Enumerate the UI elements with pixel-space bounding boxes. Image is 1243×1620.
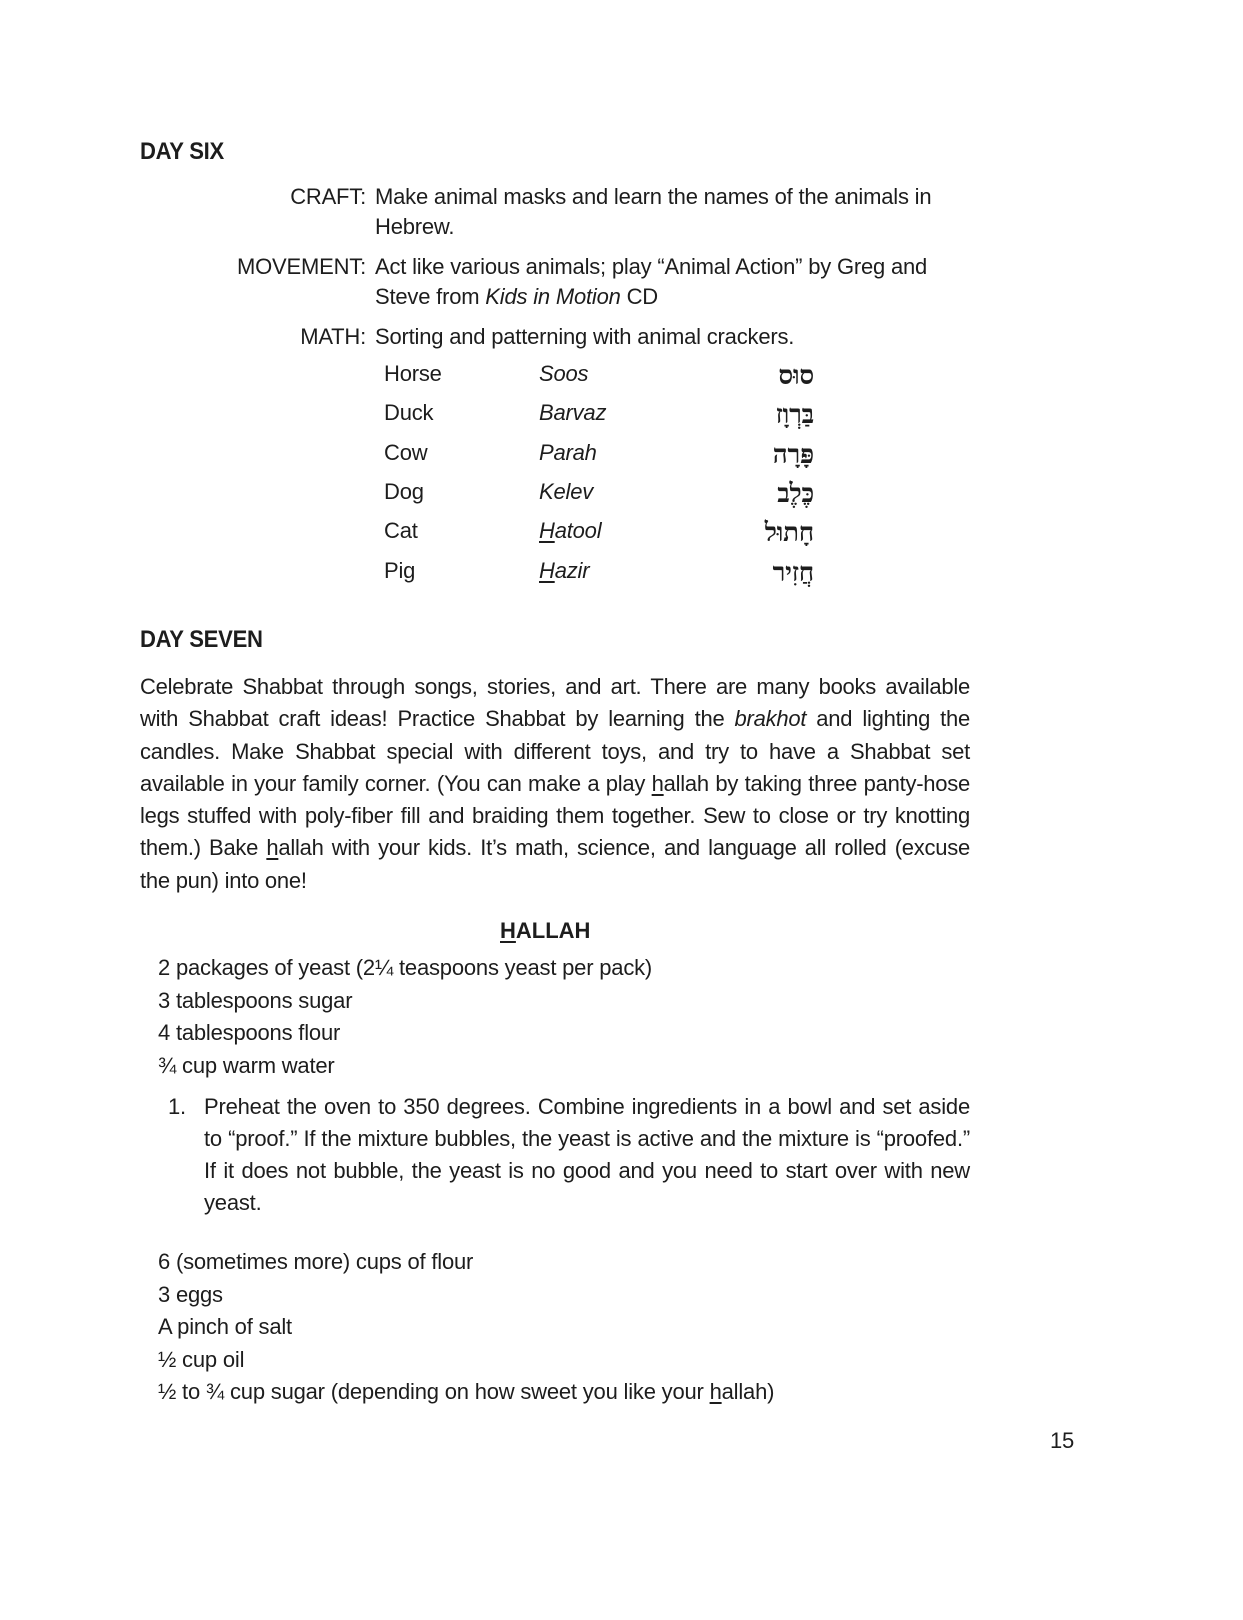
animal-row: [384, 400, 814, 430]
underlined-letter: h: [709, 1379, 722, 1404]
text-run: atool: [554, 518, 602, 544]
activity-text: [375, 252, 975, 312]
text-run: azir: [554, 557, 590, 583]
animal-english: Cow: [384, 439, 428, 465]
ingredient: 4 tablespoons flour: [158, 1020, 341, 1045]
text-run: ½ to ¾ cup sugar (depending on how sweet you like your: [158, 1379, 710, 1404]
underlined-letter: h: [266, 835, 279, 861]
text-run: allah with your kids. It’s math, science, and language all rolled (excuse the pun) into one!: [140, 835, 971, 893]
animal-row: [384, 479, 814, 509]
day-seven-heading: DAY SEVEN: [140, 626, 263, 653]
day-six-heading: DAY SIX: [140, 138, 224, 165]
day-seven-paragraph: [140, 671, 970, 897]
recipe-step-1: [158, 1091, 970, 1219]
activity-label: MATH:: [300, 324, 366, 349]
ingredient: 3 tablespoons sugar: [158, 987, 353, 1013]
ingredients-list-1: [158, 952, 652, 1082]
activity-label: CRAFT:: [290, 184, 366, 209]
ingredient: 2 packages of yeast (2¼ teaspoons yeast per pack): [158, 955, 653, 980]
animal-transliteration: [539, 479, 593, 505]
animal-row: [384, 361, 814, 391]
animal-english: Horse: [384, 361, 442, 386]
text-run: Act like various animals; play “Animal Action” by Greg and Steve from: [375, 254, 928, 309]
animal-hebrew: חֲזִיר: [772, 557, 814, 588]
underlined-letter: H: [539, 557, 555, 583]
activity-text: Make animal masks and learn the names of the animals in Hebrew.: [375, 184, 932, 239]
animal-row: [384, 518, 814, 548]
animal-row: [384, 558, 814, 588]
animal-hebrew: בַּרְוָז: [775, 400, 814, 431]
text-run: Celebrate Shabbat through songs, stories, and art. There are many books available with Shabbat craft ideas! Practice Shabbat by learning the: [140, 674, 970, 732]
underlined-letter: H: [539, 518, 555, 544]
animal-english: Dog: [384, 478, 424, 504]
text-run: allah by taking three panty-hose legs stuffed with poly-fiber fill and braiding them together. Sew to close or try knotting them.) Bake: [140, 770, 970, 861]
step-number: 1.: [168, 1094, 186, 1119]
underlined-letter: h: [651, 770, 664, 796]
text-run: and lighting the candles. Make Shabbat special with different toys, and try to have a Shabbat set available in your family corner. (You can make a play: [140, 706, 971, 796]
brakhot-term: brakhot: [734, 706, 807, 732]
text-run: Kelev: [539, 478, 594, 504]
recipe-title: [500, 918, 590, 944]
ingredient: 3 eggs: [158, 1281, 223, 1307]
animal-english: Duck: [384, 400, 434, 426]
text-run: Parah: [539, 439, 597, 465]
underlined-letter: H: [500, 918, 516, 943]
text-run: CD: [620, 284, 658, 309]
cd-title: Kids in Motion: [485, 284, 621, 309]
animal-transliteration: [539, 361, 588, 387]
animal-hebrew: סוּס: [778, 361, 814, 391]
text-run: allah): [721, 1379, 775, 1404]
animal-row: [384, 440, 814, 470]
animal-transliteration: [539, 400, 606, 426]
ingredient: ¾ cup warm water: [158, 1052, 335, 1078]
ingredient: A pinch of salt: [158, 1314, 292, 1339]
activity-label: MOVEMENT:: [237, 254, 366, 279]
text-run: Barvaz: [539, 400, 607, 426]
page-number: 15: [1050, 1428, 1075, 1453]
step-text: Preheat the oven to 350 degrees. Combine ingredients in a bowl and set aside to “proof.” If the mixture bubbles, the yeast is active and the mixture is “proofed.” If it does not bubble, the yeast is no good and you need to start over with new yeast.: [204, 1094, 970, 1215]
ingredients-list-2: [158, 1246, 774, 1409]
animal-transliteration: [539, 440, 597, 466]
animal-hebrew: כֶּלֶב: [777, 478, 814, 509]
text-run: Soos: [539, 361, 589, 386]
animal-transliteration: [539, 518, 601, 544]
activity-text: Sorting and patterning with animal crackers.: [375, 324, 795, 349]
animal-english: Pig: [384, 557, 416, 583]
animal-hebrew: חָתוּל: [764, 518, 814, 549]
animal-transliteration: [539, 558, 589, 584]
ingredient: [158, 1376, 774, 1409]
ingredient: ½ cup oil: [158, 1346, 245, 1372]
animal-hebrew: פָּרָה: [772, 439, 814, 470]
ingredient: 6 (sometimes more) cups of flour: [158, 1249, 474, 1274]
animal-english: Cat: [384, 518, 418, 544]
title-text: ALLAH: [515, 918, 591, 943]
